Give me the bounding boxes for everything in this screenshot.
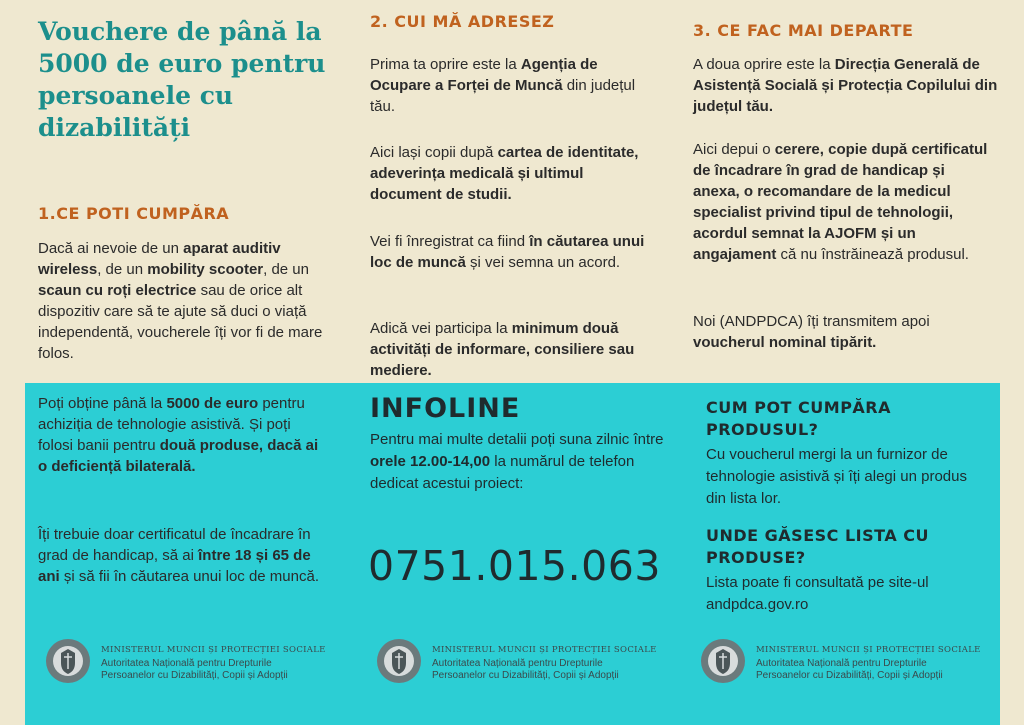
ministry-logo-3 xyxy=(700,638,1000,698)
bold-text-run: 5000 de euro xyxy=(166,395,259,412)
next-steps-p3 xyxy=(693,311,998,353)
section-heading-who-to-contact: 2. CUI MĂ ADRESEZ xyxy=(370,12,555,31)
bold-text-run: voucherul nominal tipărit. xyxy=(693,334,877,351)
bold-text-run: cartea de identitate, adeverința medicală și ultimul document de studii. xyxy=(370,144,639,203)
bold-text-run: între 18 și 65 de ani xyxy=(38,547,311,585)
text-run: Prima ta oprire este la xyxy=(370,56,521,73)
text-run: la numărul de telefon dedicat acestui proiect: xyxy=(370,453,635,492)
text-run: Adică vei participa la xyxy=(370,320,512,337)
text-run: Vei fi înregistrat ca fiind xyxy=(370,233,530,250)
next-steps-p2 xyxy=(693,139,993,265)
bold-text-run: Agenția de Ocupare a Forței de Muncă xyxy=(370,56,598,94)
eligibility-p2 xyxy=(38,524,328,587)
how-to-buy-text: Cu voucherul mergi la un furnizor de tehnologie asistivă și îți alegi un produs din lista lor. xyxy=(706,446,967,507)
ministry-logo-2 xyxy=(376,638,676,698)
who-to-contact-p3 xyxy=(370,231,653,273)
text-run: Aici depui o xyxy=(693,141,775,158)
agency-name: Autoritatea Națională pentru Drepturile Persoanelor cu Dizabilități, Copii și Adopții xyxy=(756,658,943,681)
ministry-name: MINISTERUL MUNCII ȘI PROTECȚIEI SOCIALE xyxy=(101,645,326,655)
bold-text-run: în căutarea unui loc de muncă xyxy=(370,233,645,271)
text-run: A doua oprire este la xyxy=(693,56,835,73)
text-run: și vei semna un acord. xyxy=(465,254,621,271)
ministry-name: MINISTERUL MUNCII ȘI PROTECȚIEI SOCIALE xyxy=(432,645,657,655)
text-run: Poți obține până la xyxy=(38,395,167,412)
text-run: sau de orice alt dispozitiv care să te ajute să duci o viață independentă, voucherele îți vor fi de mare folos. xyxy=(38,282,323,362)
agency-name: Autoritatea Națională pentru Drepturile Persoanelor cu Dizabilități, Copii și Adopții xyxy=(432,658,619,681)
what-to-buy-text xyxy=(38,238,330,364)
text-run: că nu înstrăinează produsul. xyxy=(776,246,969,263)
text-run: Îți trebuie doar certificatul de încadrare în grad de handicap, să ai xyxy=(38,526,311,564)
who-to-contact-p2 xyxy=(370,142,653,205)
bold-text-run: Direcția Generală de Asistență Socială și Protecția Copilului din județul tău. xyxy=(693,56,998,115)
text-run: , de un xyxy=(97,261,148,278)
bold-text-run: orele 12.00-14,00 xyxy=(370,453,491,470)
bold-text-run: scaun cu roți electrice xyxy=(38,282,197,299)
government-seal-icon xyxy=(45,638,91,684)
bold-text-run: mobility scooter xyxy=(147,261,264,278)
text-run: , de un xyxy=(263,261,309,278)
eligibility-p1 xyxy=(38,393,328,477)
who-to-contact-p1 xyxy=(370,54,653,117)
infoline-heading: INFOLINE xyxy=(370,393,521,424)
infoline-text xyxy=(370,429,670,495)
bold-text-run: două produse, dacă ai o deficiență bilaterală. xyxy=(38,437,319,475)
product-list-heading: UNDE GĂSESC LISTA CU PRODUSE? xyxy=(706,526,929,567)
text-run: Noi (ANDPDCA) îți transmitem apoi xyxy=(693,313,930,330)
infoline-phone-number[interactable]: 0751.015.063 xyxy=(368,542,661,590)
text-run: și să fii în căutarea unui loc de muncă. xyxy=(59,568,319,585)
page-title: Vouchere de până la 5000 de euro pentru persoanele cu dizabilități xyxy=(38,17,326,142)
government-seal-icon xyxy=(700,638,746,684)
bold-text-run: aparat auditiv wireless xyxy=(38,240,281,278)
text-run: Pentru mai multe detalii poți suna zilnic între xyxy=(370,431,664,448)
ministry-logo-1 xyxy=(45,638,345,698)
text-run: Dacă ai nevoie de un xyxy=(38,240,184,257)
text-run: pentru achiziția de tehnologie asistivă. Și poți folosi banii pentru xyxy=(38,395,305,454)
ministry-name: MINISTERUL MUNCII ȘI PROTECȚIEI SOCIALE xyxy=(756,645,981,655)
text-run: Aici lași copii după xyxy=(370,144,498,161)
bold-text-run: cerere, copie după certificatul de încadrare în grad de handicap și anexa, o recomandare de la medicul specialist privind tipul de tehnologii, acordul semnat la AJOFM și un angajament xyxy=(693,141,988,263)
government-seal-icon xyxy=(376,638,422,684)
bold-text-run: minimum două activități de informare, consiliere sau mediere. xyxy=(370,320,635,379)
how-to-buy-heading: CUM POT CUMPĂRA PRODUSUL? xyxy=(706,398,892,439)
agency-name: Autoritatea Națională pentru Drepturile Persoanelor cu Dizabilități, Copii și Adopții xyxy=(101,658,288,681)
next-steps-p1 xyxy=(693,54,998,117)
section-heading-what-to-buy: 1.CE POTI CUMPĂRA xyxy=(38,204,230,223)
text-run: din județul tău. xyxy=(370,77,636,115)
section-heading-next-steps: 3. CE FAC MAI DEPARTE xyxy=(693,21,914,40)
product-list-text: Lista poate fi consultată pe site-ul andpdca.gov.ro xyxy=(706,574,929,613)
who-to-contact-p4 xyxy=(370,318,653,381)
